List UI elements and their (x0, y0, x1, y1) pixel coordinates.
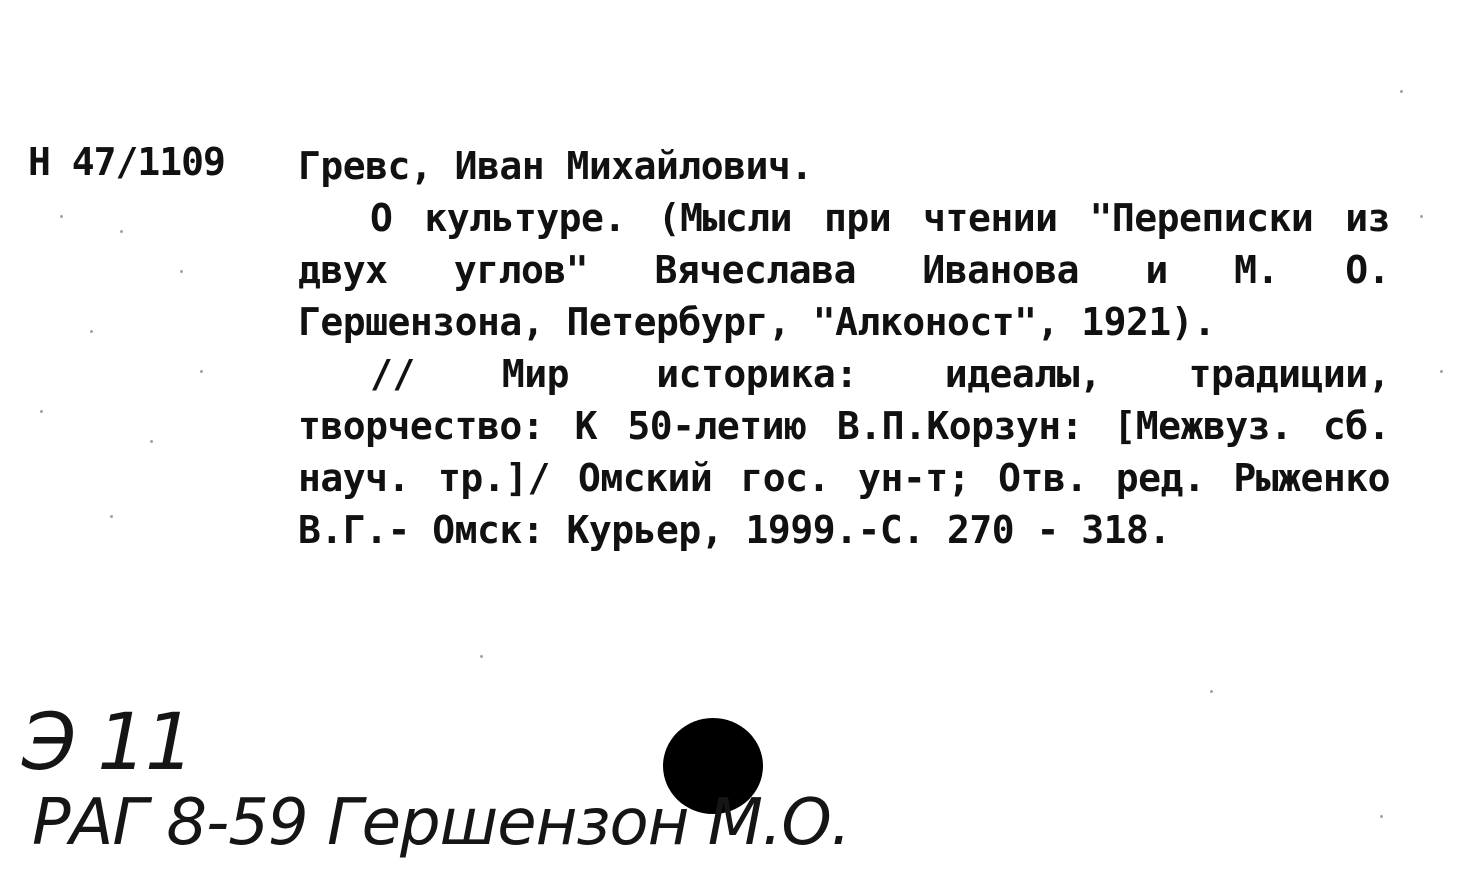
scan-speckle (1440, 370, 1443, 373)
scan-speckle (180, 270, 183, 273)
scan-speckle (90, 330, 93, 333)
scan-speckle (200, 370, 203, 373)
scan-speckle (480, 655, 483, 658)
source-citation: // Мир историка: идеалы, традиции, творчество: К 50-летию В.П.Корзун: [Межвуз. сб. науч. тр.]/ Омский гос. ун-т; Отв. ред. Рыженко В.Г.- Омск: Курьер, 1999.-С. 270 - 318. (298, 352, 1390, 552)
scan-speckle (1380, 815, 1383, 818)
bibliographic-entry (298, 140, 1390, 556)
scan-speckle (1400, 90, 1403, 93)
author-heading: Гревс, Иван Михайлович. (298, 144, 813, 188)
work-description: О культуре. (Мысли при чтении "Переписки из двух углов" Вячеслава Иванова и М. О. Гершензона, Петербург, "Алконост", 1921). (298, 196, 1390, 344)
handwritten-code: Э 11 (22, 698, 193, 788)
call-number: Н 47/1109 (28, 140, 225, 184)
scan-speckle (150, 440, 153, 443)
scan-speckle (120, 230, 123, 233)
scan-speckle (40, 410, 43, 413)
handwritten-note: РАГ 8-59 Гершензон М.О. (32, 786, 851, 860)
scan-speckle (60, 215, 63, 218)
scan-speckle (110, 515, 113, 518)
scan-speckle (1420, 215, 1423, 218)
scan-speckle (1210, 690, 1213, 693)
